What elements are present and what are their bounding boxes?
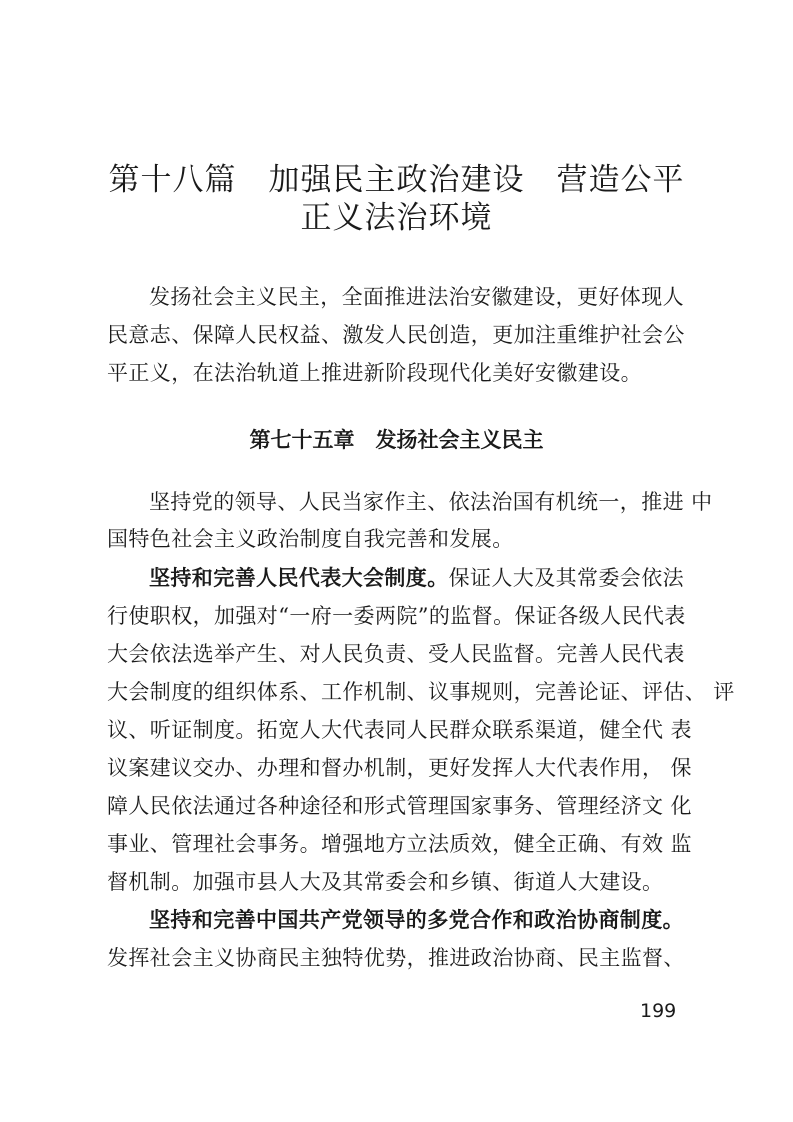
para2-line-9: 督机制。加强市县人大及其常委会和乡镇、街道人大建设。 [107, 870, 664, 894]
para2-line-5: 议、听证制度。拓宽人大代表同人民群众联系渠道，健全代 表 [107, 718, 692, 742]
intro-line-2: 民意志、保障人民权益、激发人民创造，更加注重维护社会公 [107, 323, 685, 347]
para2-line-7: 障人民依法通过各种途径和形式管理国家事务、管理经济文 化 [107, 794, 692, 818]
para2-line-1 [149, 564, 684, 592]
intro-line-3: 平正义，在法治轨道上推进新阶段现代化美好安徽建设。 [107, 361, 642, 385]
chapter-title: 第七十五章 发扬社会主义民主 [249, 428, 544, 452]
para2-line-2: 行使职权，加强对“一府一委两院”的监督。保证各级人民代表 [107, 604, 686, 628]
part-title-line-1: 第十八篇 加强民主政治建设 营造公平 [108, 162, 685, 198]
para3-line-2: 发挥社会主义协商民主独特优势，推进政治协商、民主监督、 [107, 946, 685, 970]
para2-line-6: 议案建议交办、办理和督办机制，更好发挥人大代表作用， 保 [107, 756, 692, 780]
para2-line-4: 大会制度的组织体系、工作机制、议事规则，完善论证、评估、 评 [107, 680, 735, 704]
para2-line-3: 大会依法选举产生、对人民负责、受人民监督。完善人民代表 [107, 642, 685, 666]
intro-line-1: 发扬社会主义民主，全面推进法治安徽建设，更好体现人 [149, 285, 684, 309]
para2-line-8: 事业、管理社会事务。增强地方立法质效，健全正确、有效 监 [107, 832, 692, 856]
para3-bold-lead: 坚持和完善中国共产党领导的多党合作和政治协商制度。 [149, 908, 684, 932]
para2-bold-lead: 坚持和完善人民代表大会制度。 [149, 566, 449, 590]
para1-line-2: 国特色社会主义政治制度自我完善和发展。 [107, 527, 514, 551]
page-number: 199 [640, 1000, 677, 1022]
para1-line-1: 坚持党的领导、人民当家作主、依法治国有机统一，推进 中 [149, 490, 713, 514]
part-title-line-2: 正义法治环境 [300, 200, 493, 236]
para2-first-line-rest: 保证人大及其常委会依法 [448, 566, 685, 590]
